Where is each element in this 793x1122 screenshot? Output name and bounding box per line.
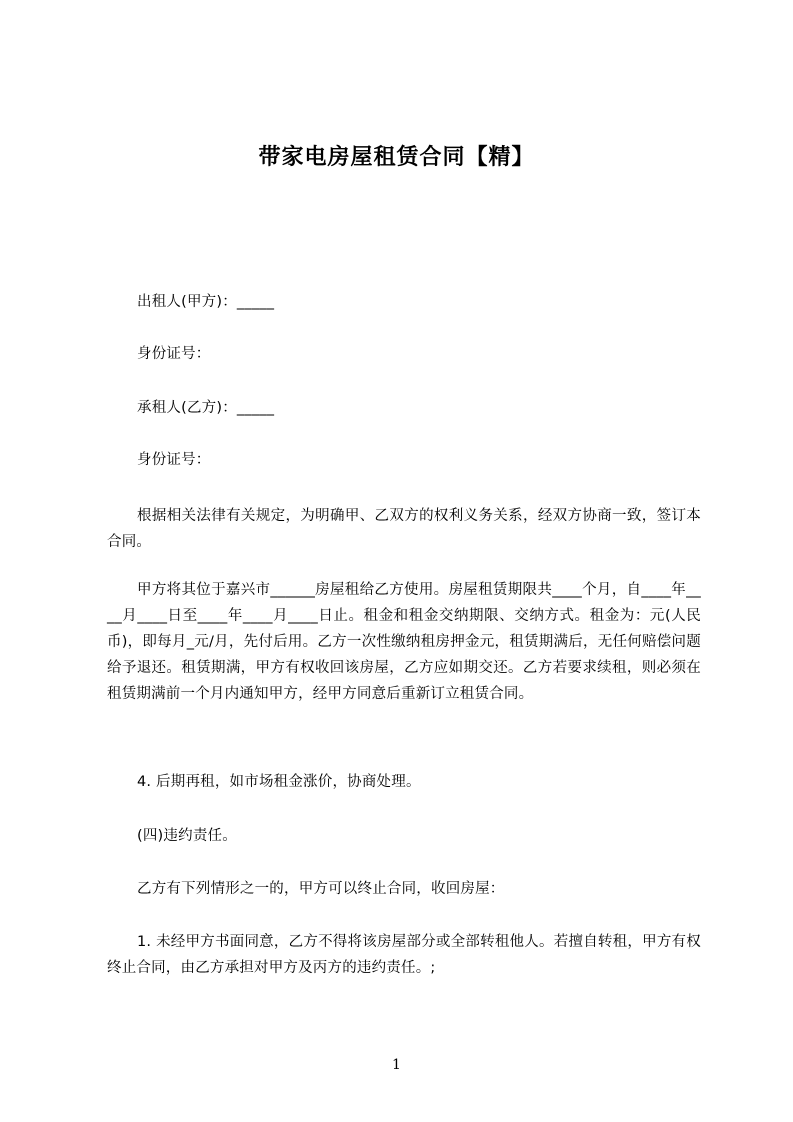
section-heading-liability: (四)违约责任。: [137, 828, 237, 844]
document-title: 带家电房屋租赁合同【精】: [258, 145, 535, 170]
clause-1-paragraph: 1. 未经甲方书面同意，乙方不得将该房屋部分或全部转租他人。若擅自转租，甲方有权终止合同，由乙方承担对甲方及丙方的违约责任。;: [107, 934, 701, 976]
termination-conditions-paragraph: 乙方有下列情形之一的，甲方可以终止合同，收回房屋：: [137, 881, 505, 897]
preamble-paragraph: 根据相关法律有关规定，为明确甲、乙双方的权利义务关系，经双方协商一致，签订本合同。: [107, 508, 701, 550]
lease-terms-paragraph: 甲方将其位于嘉兴市______房屋租给乙方使用。房屋租赁期限共____个月，自____年____月____日至____年____月____日止。租金和租金交纳期限、交纳方式。租金为：元(人民币)，即每月_元/月，先付后用。乙方一次性缴纳租房押金元，租赁期满后，无任何赔偿问题给予退还。租赁期满，甲方有权收回该房屋，乙方应如期交还。乙方若要求续租，则必须在租赁期满前一个月内通知甲方，经甲方同意后重新订立租赁合同。: [107, 582, 701, 702]
clause-4-paragraph: 4. 后期再租，如市场租金涨价，协商处理。: [137, 774, 421, 790]
lessor-id-line: 身份证号：: [137, 346, 211, 362]
lessee-line: 承租人(乙方)：_____: [137, 400, 275, 416]
lessee-id-line: 身份证号：: [137, 452, 211, 468]
lessor-line: 出租人(甲方)：_____: [137, 294, 275, 310]
page-number: 1: [392, 1057, 401, 1073]
